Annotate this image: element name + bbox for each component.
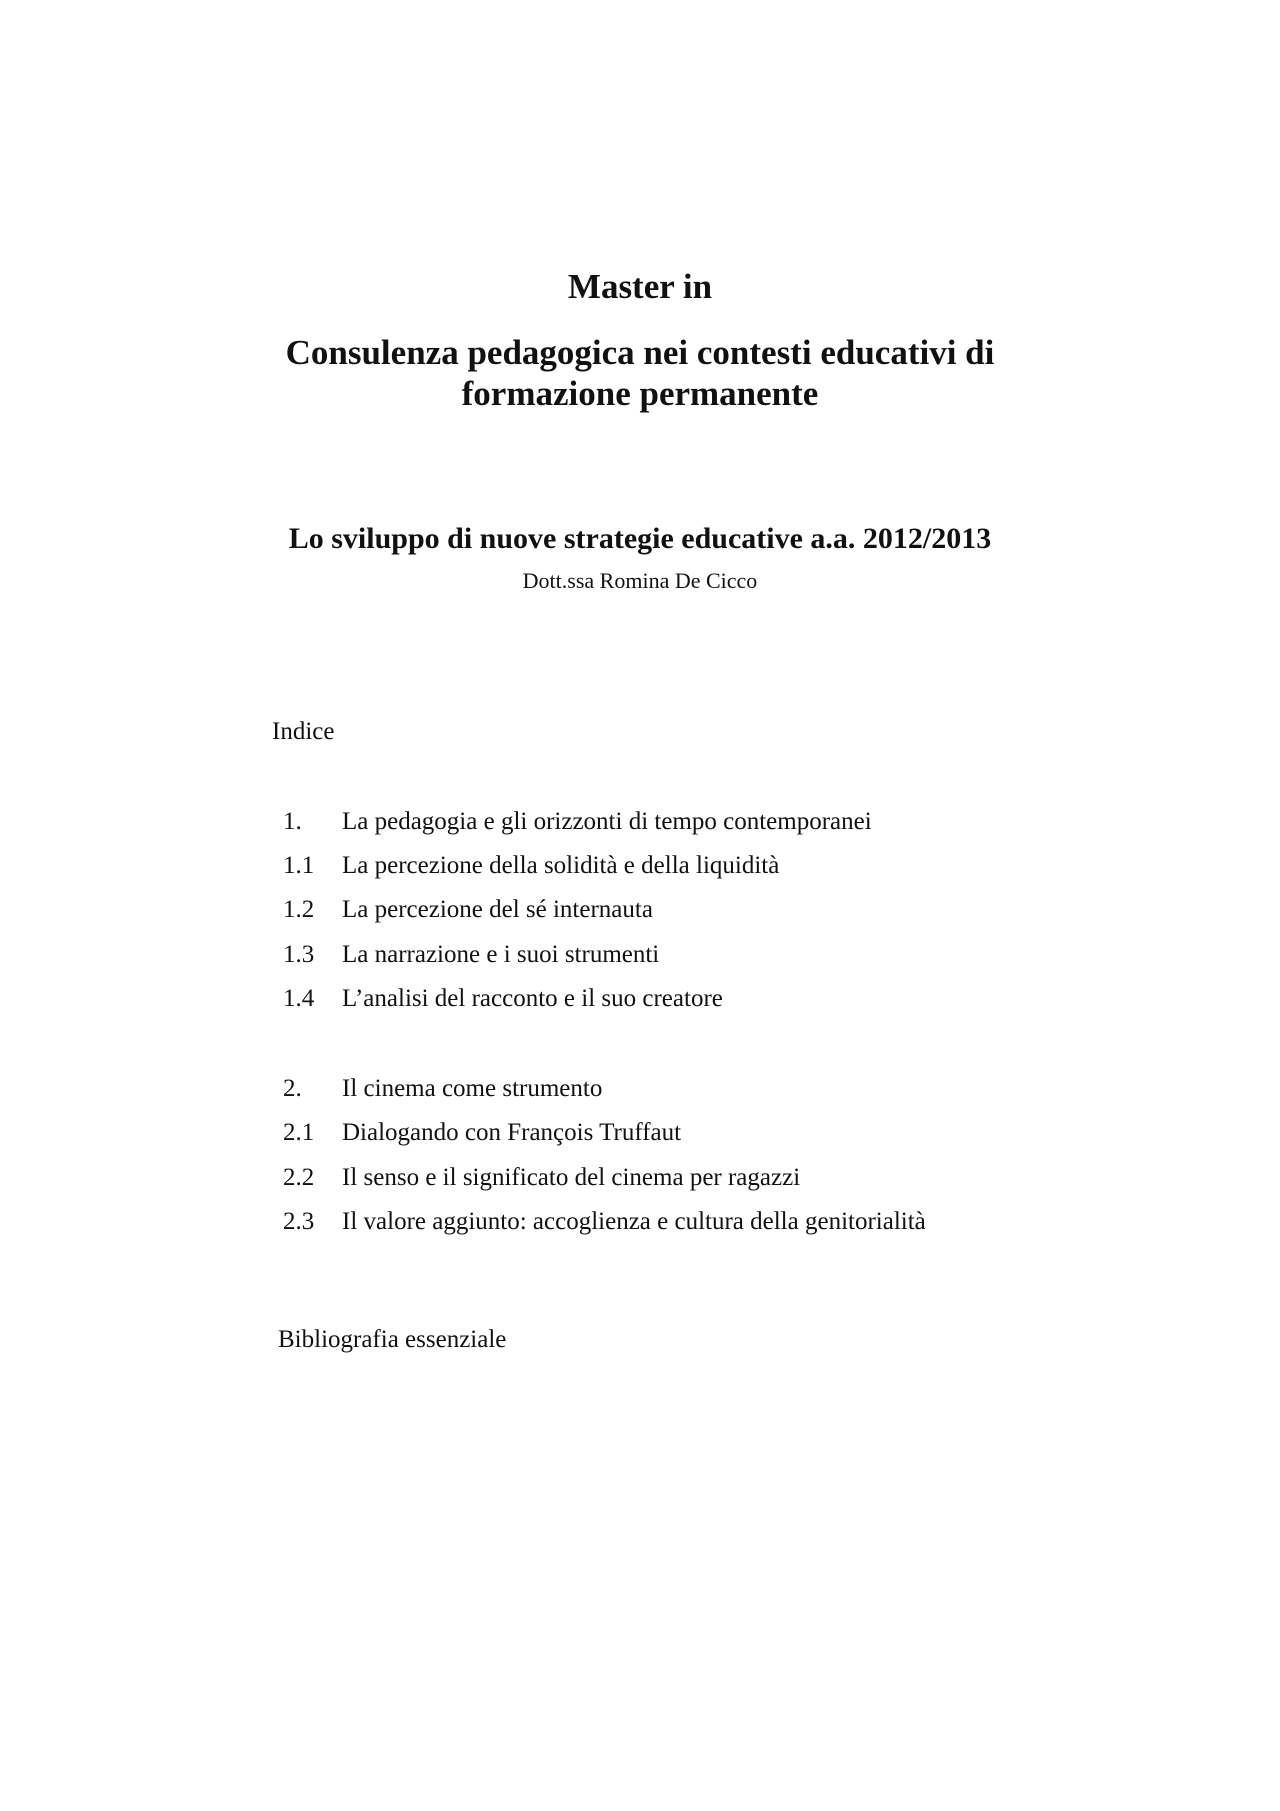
toc-entry <box>0 1206 1280 1238</box>
toc-entry <box>0 850 1280 882</box>
course-title: Lo sviluppo di nuove strategie educative a.a. 2012/2013 <box>288 522 992 555</box>
master-subtitle-line-1: Consulenza pedagogica nei contesti educativi di <box>285 333 995 372</box>
toc-entry-number: 1.2 <box>283 896 315 923</box>
course-author: Dott.ssa Romina De Cicco <box>522 568 758 593</box>
toc-entry <box>0 939 1280 971</box>
toc-entry-label: La narrazione e i suoi strumenti <box>342 941 660 968</box>
bibliography-heading: Bibliografia essenziale <box>278 1326 507 1353</box>
toc-entry-number: 1.4 <box>283 985 315 1012</box>
toc-entry <box>0 983 1280 1015</box>
toc-entry-number: 1.3 <box>283 941 315 968</box>
toc-entry-number: 2. <box>283 1075 302 1102</box>
toc-entry <box>0 1117 1280 1149</box>
toc-entry-label: La percezione del sé internauta <box>342 896 653 923</box>
toc-entry <box>0 1073 1280 1105</box>
toc-entry-label: La percezione della solidità e della liquidità <box>342 852 780 879</box>
master-subtitle-line-2: formazione permanente <box>461 374 819 413</box>
toc-entry-label: Il valore aggiunto: accoglienza e cultura della genitorialità <box>342 1208 926 1235</box>
toc-entry-number: 2.3 <box>283 1208 315 1235</box>
toc-entry <box>0 806 1280 838</box>
toc-entry-label: Dialogando con François Truffaut <box>342 1119 682 1146</box>
toc-entry-label: La pedagogia e gli orizzonti di tempo contemporanei <box>342 808 872 835</box>
toc-entry-number: 2.2 <box>283 1164 315 1191</box>
toc-entry <box>0 1162 1280 1194</box>
master-title: Master in <box>567 267 713 306</box>
toc-heading: Indice <box>272 718 335 745</box>
toc-entry-label: L’analisi del racconto e il suo creatore <box>342 985 723 1012</box>
toc-entry <box>0 894 1280 926</box>
toc-entry-number: 1.1 <box>283 852 315 879</box>
toc-entry-number: 1. <box>283 808 302 835</box>
toc-entry-number: 2.1 <box>283 1119 315 1146</box>
toc-entry-label: Il senso e il significato del cinema per ragazzi <box>342 1164 801 1191</box>
toc-entry-label: Il cinema come strumento <box>342 1075 603 1102</box>
